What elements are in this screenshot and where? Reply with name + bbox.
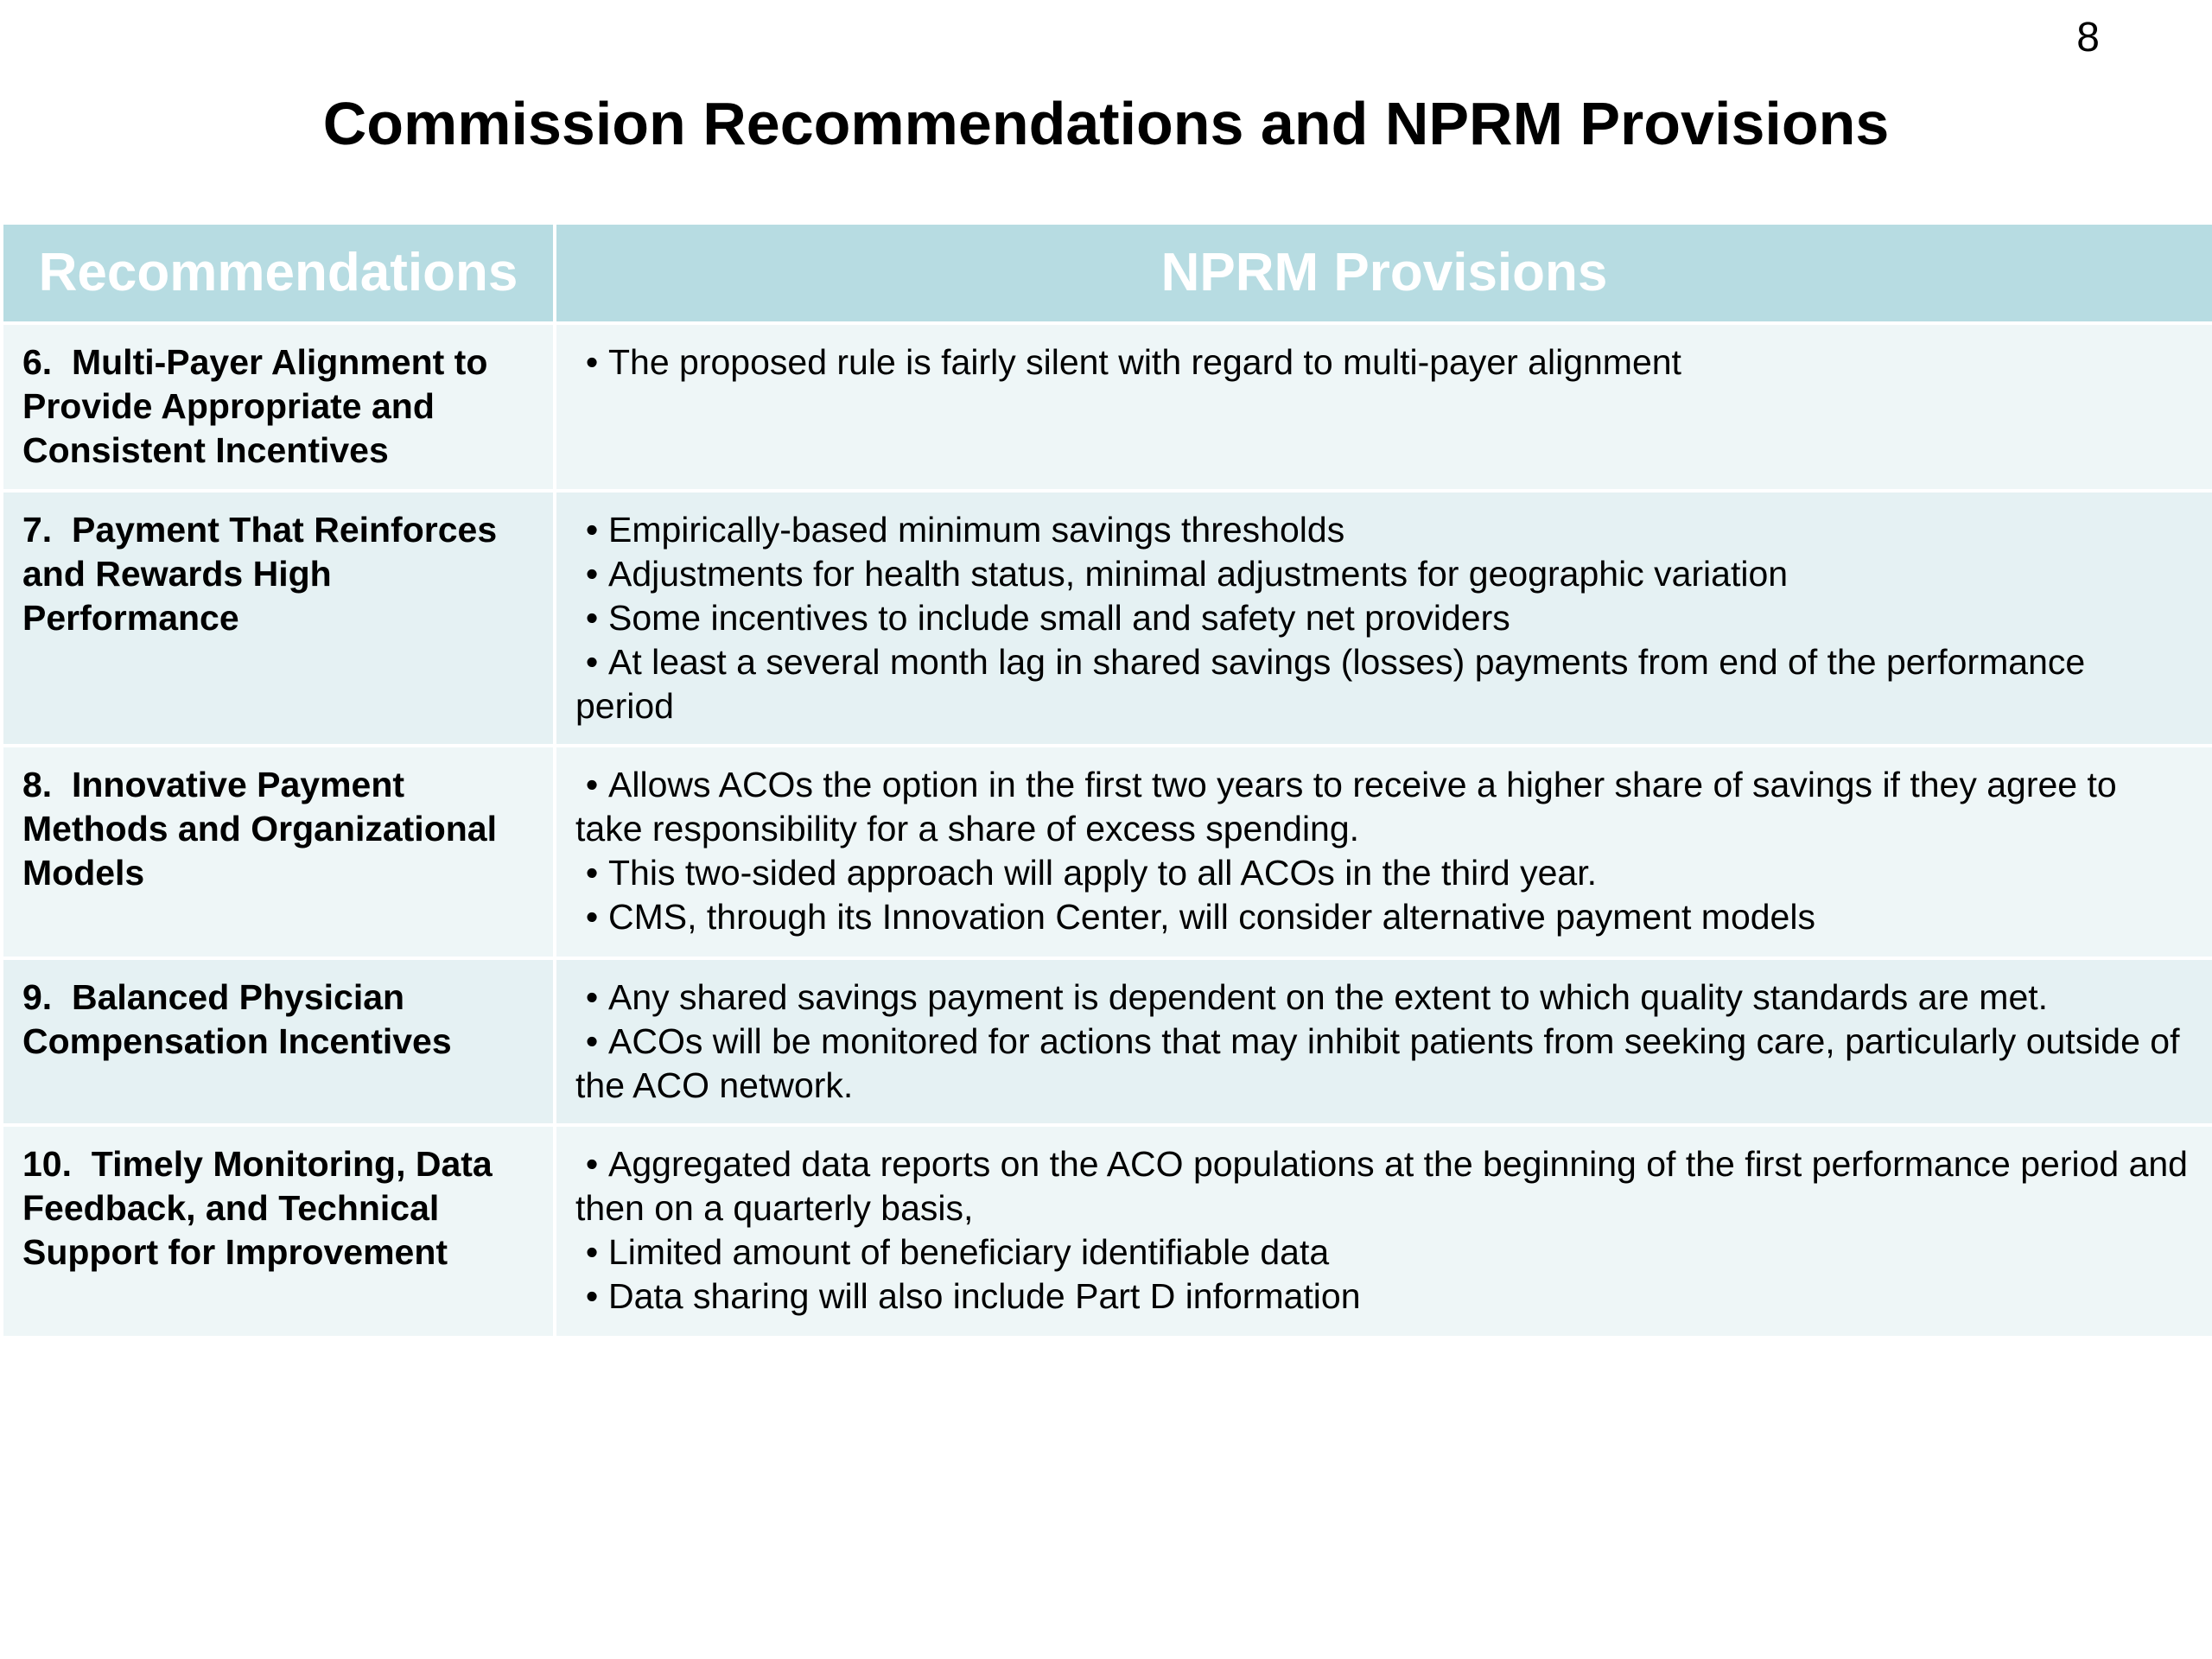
list-item xyxy=(575,895,2193,939)
page-title: Commission Recommendations and NPRM Provisions xyxy=(322,90,1890,157)
provisions-cell xyxy=(555,958,2212,1125)
bullet-icon: • xyxy=(585,1276,599,1316)
provision-text: Any shared savings payment is dependent on the extent to which quality standards are met. xyxy=(608,977,2049,1017)
provisions-cell xyxy=(555,1125,2212,1338)
provision-text: Aggregated data reports on the ACO populations at the beginning of the first performance period and then on a quarterly basis, xyxy=(575,1144,2188,1228)
provision-text: The proposed rule is fairly silent with regard to multi-payer alignment xyxy=(608,342,1681,382)
provision-text: Allows ACOs the option in the first two years to receive a higher share of savings if they agree to take responsibility for a share of excess spending. xyxy=(575,765,2117,849)
list-item xyxy=(575,640,2193,728)
bullet-icon: • xyxy=(585,554,599,594)
table-row xyxy=(2,746,2212,958)
provisions-cell xyxy=(555,323,2212,491)
list-item xyxy=(575,596,2193,640)
list-item xyxy=(575,1230,2193,1274)
table-row xyxy=(2,491,2212,746)
table-row xyxy=(2,323,2212,491)
recommendation-cell: 8. Innovative Payment Methods and Organizational Models xyxy=(2,746,555,958)
bullet-icon: • xyxy=(585,1144,599,1184)
list-item xyxy=(575,976,2193,1020)
list-item xyxy=(575,1274,2193,1319)
list-item xyxy=(575,1142,2193,1230)
provision-text: This two-sided approach will apply to all ACOs in the third year. xyxy=(608,853,1597,893)
provision-text: Some incentives to include small and safety net providers xyxy=(608,598,1510,638)
list-item xyxy=(575,340,2193,385)
table-row xyxy=(2,958,2212,1125)
provisions-cell xyxy=(555,746,2212,958)
header-nprm-provisions: NPRM Provisions xyxy=(555,223,2212,323)
provision-text: Adjustments for health status, minimal adjustments for geographic variation xyxy=(608,554,1789,594)
bullet-icon: • xyxy=(585,897,599,937)
page-number: 8 xyxy=(2076,15,2100,60)
recommendations-table xyxy=(0,221,2212,1339)
bullet-icon: • xyxy=(585,765,599,804)
provisions-list xyxy=(575,763,2193,939)
bullet-icon: • xyxy=(585,598,599,638)
recommendation-cell: 7. Payment That Reinforces and Rewards High Performance xyxy=(2,491,555,746)
bullet-icon: • xyxy=(585,510,599,550)
provision-text: Data sharing will also include Part D information xyxy=(608,1276,1361,1316)
list-item xyxy=(575,552,2193,596)
provision-text: ACOs will be monitored for actions that may inhibit patients from seeking care, particularly outside of the ACO network. xyxy=(575,1021,2180,1105)
provision-text: CMS, through its Innovation Center, will consider alternative payment models xyxy=(608,897,1815,937)
list-item xyxy=(575,1020,2193,1108)
recommendation-cell: 6. Multi-Payer Alignment to Provide Appropriate and Consistent Incentives xyxy=(2,323,555,491)
provisions-list xyxy=(575,1142,2193,1319)
provisions-list xyxy=(575,508,2193,728)
bullet-icon: • xyxy=(585,342,599,382)
list-item xyxy=(575,763,2193,851)
provisions-list xyxy=(575,340,2193,385)
recommendation-cell: 10. Timely Monitoring, Data Feedback, and Technical Support for Improvement xyxy=(2,1125,555,1338)
recommendation-cell: 9. Balanced Physician Compensation Incentives xyxy=(2,958,555,1125)
list-item xyxy=(575,851,2193,895)
table-row xyxy=(2,1125,2212,1338)
bullet-icon: • xyxy=(585,977,599,1017)
provision-text: Limited amount of beneficiary identifiable data xyxy=(608,1232,1330,1272)
provision-text: Empirically-based minimum savings thresholds xyxy=(608,510,1345,550)
list-item xyxy=(575,508,2193,552)
bullet-icon: • xyxy=(585,642,599,682)
header-recommendations: Recommendations xyxy=(2,223,555,323)
bullet-icon: • xyxy=(585,1232,599,1272)
provision-text: At least a several month lag in shared savings (losses) payments from end of the performance period xyxy=(575,642,2086,726)
table-header-row xyxy=(2,223,2212,323)
provisions-list xyxy=(575,976,2193,1108)
provisions-cell xyxy=(555,491,2212,746)
bullet-icon: • xyxy=(585,1021,599,1061)
bullet-icon: • xyxy=(585,853,599,893)
